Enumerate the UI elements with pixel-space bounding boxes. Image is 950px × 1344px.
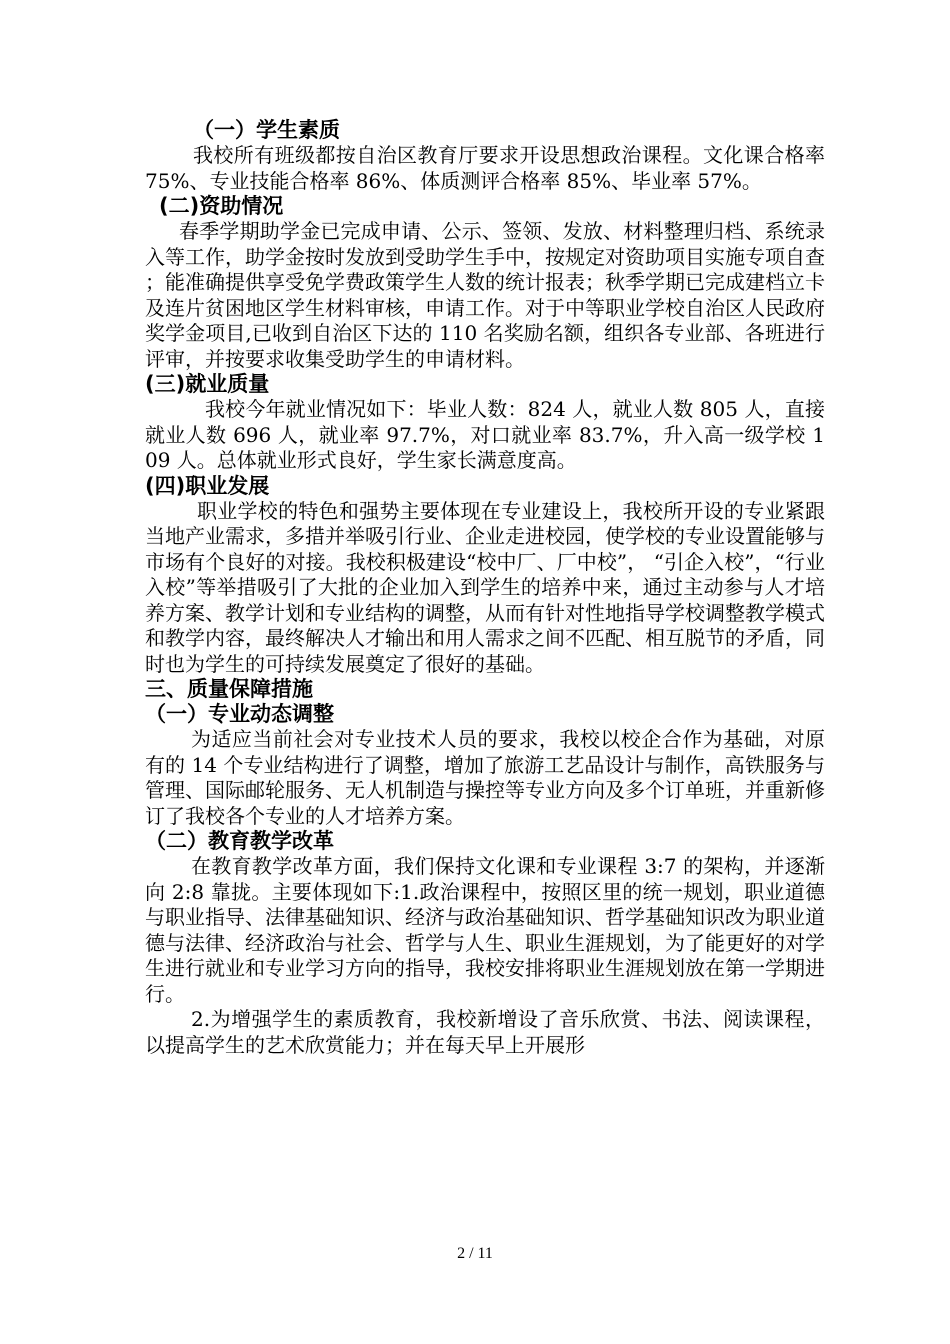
section-heading: (四)职业发展: [145, 473, 270, 498]
paragraph: 职业学校的特色和强势主要体现在专业建设上，我校所开设的专业紧跟当地产业需求，多措并举吸引行业、企业走进校园，使学校的专业设置能够与市场有个良好的对接。我校积极建设“校中厂、厂中校”， “引企入校”，“行业入校”等举措吸引了大批的企业加入到学生的培养中来，通过主动参与人才培养方案、教学计划和专业结构的调整，从而有针对性地指导学校调整教学模式和教学内容，最终解决人才输出和用人需求之间不匹配、相互脱节的矛盾，同时也为学生的可持续发展奠定了很好的基础。: [145, 498, 825, 676]
section-heading: (二)资助情况: [159, 194, 284, 218]
section-heading: （一）学生素质: [193, 118, 340, 142]
paragraph: 2.为增强学生的素质教育，我校新增设了音乐欣赏、书法、阅读课程，以提高学生的艺术欣赏能力；并在每天早上开展形: [145, 1007, 825, 1057]
paragraph: 春季学期助学金已完成申请、公示、签领、发放、材料整理归档、系统录入等工作，助学金按时发放到受助学生手中，按规定对资助项目实施专项自查；能准确提供享受免学费政策学生人数的统计报表；秋季学期已完成建档立卡及连片贫困地区学生材料审核，申请工作。对于中等职业学校自治区人民政府奖学金项目,已收到自治区下达的 110 名奖励名额，组织各专业部、各班进行评审，并按要求收集受助学生的申请材料。: [145, 219, 825, 371]
section-heading: （一）专业动态调整: [145, 702, 334, 726]
paragraph: 在教育教学改革方面，我们保持文化课和专业课程 3:7 的架构，并逐渐向 2:8 靠拢。主要体现如下:1.政治课程中，按照区里的统一规划，职业道德与职业指导、法律基础知识、经济与政治基础知识、哲学基础知识改为职业道德与法律、经济政治与社会、哲学与人生、职业生涯规划，为了能更好的对学生进行就业和专业学习方向的指导，我校安排将职业生涯规划放在第一学期进行。: [145, 854, 825, 1006]
section-heading: 三、质量保障措施: [145, 677, 313, 701]
paragraph: 我校所有班级都按自治区教育厅要求开设思想政治课程。文化课合格率 75%、专业技能合格率 86%、体质测评合格率 85%、毕业率 57%。: [145, 143, 825, 193]
page-number: 2 / 11: [457, 1245, 493, 1262]
paragraph: 为适应当前社会对专业技术人员的要求，我校以校企合作为基础，对原有的 14 个专业结构进行了调整，增加了旅游工艺品设计与制作，高铁服务与管理、国际邮轮服务、无人机制造与操控等专业方向及多个订单班，并重新修订了我校各个专业的人才培养方案。: [145, 727, 825, 828]
section-heading: (三)就业质量: [145, 372, 270, 396]
section-heading: （二）教育教学改革: [145, 829, 334, 853]
document-body: [145, 118, 825, 1058]
paragraph: 我校今年就业情况如下：毕业人数：824 人，就业人数 805 人，直接就业人数 696 人，就业率 97.7%，对口就业率 83.7%，升入高一级学校 109 人。总体就业形式良好，学生家长满意度高。: [145, 397, 825, 472]
